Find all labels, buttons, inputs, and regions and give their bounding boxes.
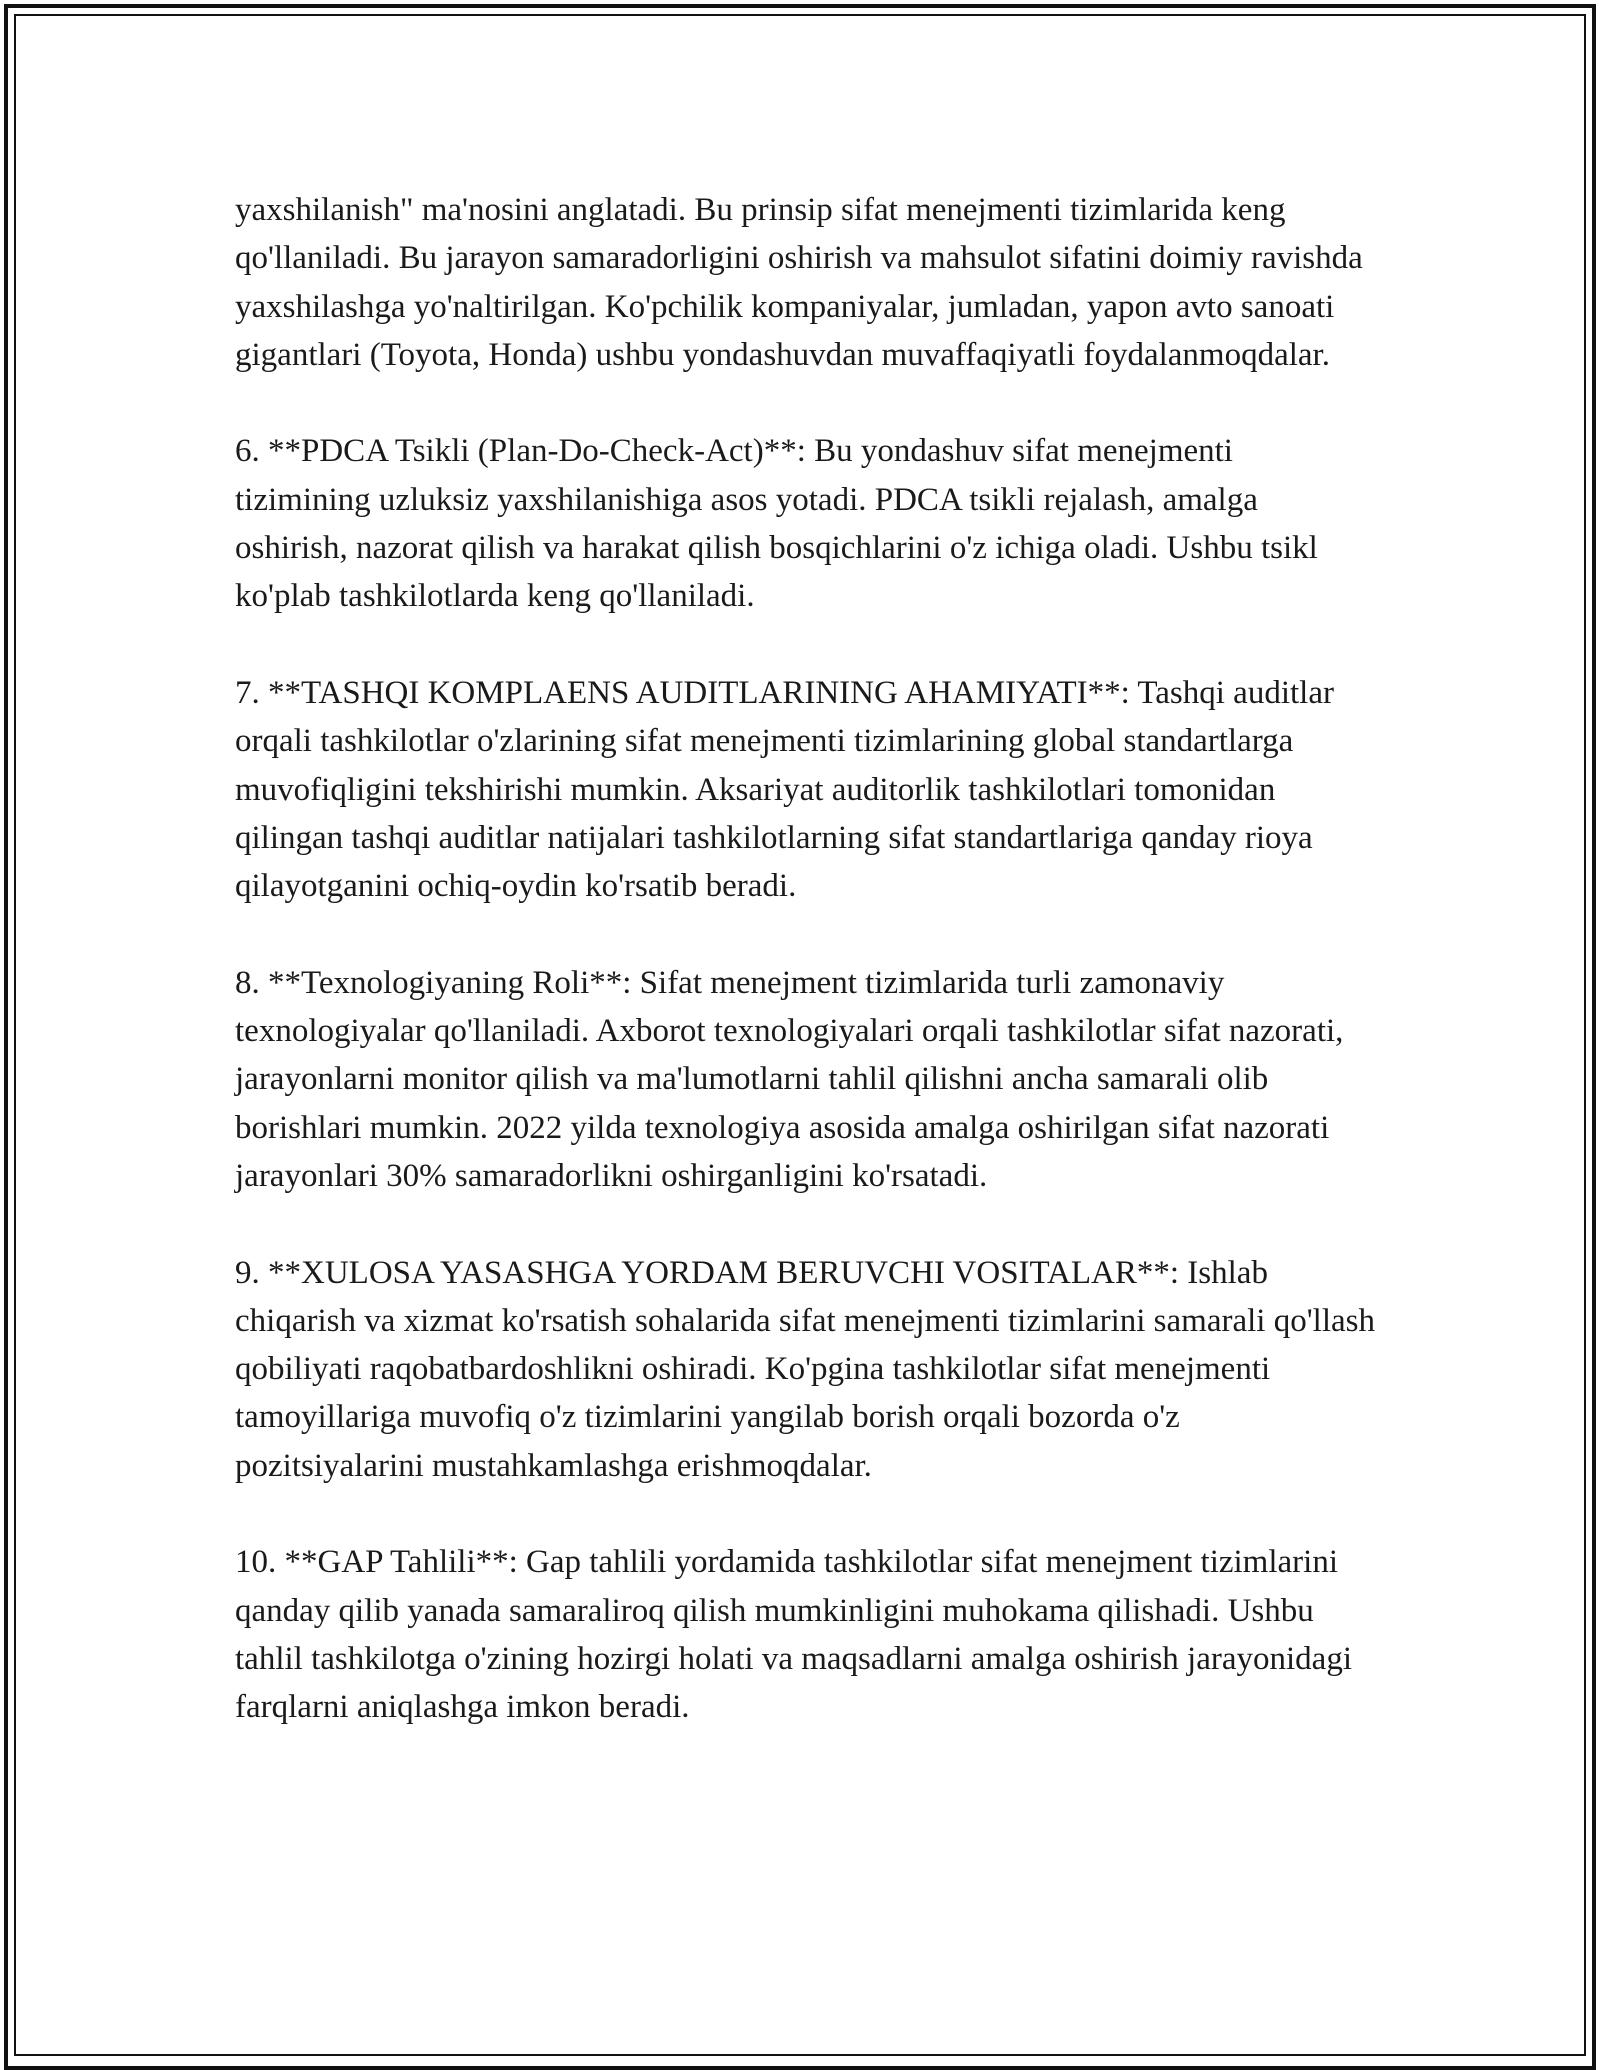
paragraph-external-audits: 7. **TASHQI KOMPLAENS AUDITLARINING AHAMIYATI**: Tashqi auditlar orqali tashkilotlar o'zlarining sifat menejmenti tizimlarining global standartlarga muvofiqligini tekshirishi mumkin. Aksariyat auditorlik tashkilotlari tomonidan qilingan tashqi auditlar natijalari tashkilotlarning sifat standartlariga qanday rioya qilayotganini ochiq-oydin ko'rsatib beradi. [235, 674, 1334, 905]
paragraph-pdca: 6. **PDCA Tsikli (Plan-Do-Check-Act)**: Bu yondashuv sifat menejmenti tizimining uzluksiz yaxshilanishiga asos yotadi. PDCA tsikli rejalash, amalga oshirish, nazorat qilish va harakat qilish bosqichlarini o'z ichiga oladi. Ushbu tsikl ko'plab tashkilotlarda keng qo'llaniladi. [235, 433, 1318, 615]
paragraph-conclusion-tools: 9. **XULOSA YASASHGA YORDAM BERUVCHI VOSITALAR**: Ishlab chiqarish va xizmat ko'rsatish sohalarida sifat menejmenti tizimlarini samarali qo'llash qobiliyati raqobatbardoshlikni oshiradi. Ko'pgina tashkilotlar sifat menejmenti tamoyillariga muvofiq o'z tizimlarini yangilab borish orqali bozorda o'z pozitsiyalarini mustahkamlashga erishmoqdalar. [235, 1254, 1375, 1484]
document-body [235, 186, 1375, 1732]
paragraph-continuation: yaxshilanish" ma'nosini anglatadi. Bu prinsip sifat menejmenti tizimlarida keng qo'llaniladi. Bu jarayon samaradorligini oshirish va mahsulot sifatini doimiy ravishda yaxshilashga yo'naltirilgan. Ko'pchilik kompaniyalar, jumladan, yapon avto sanoati gigantlari (Toyota, Honda) ushbu yondashuvdan muvaffaqiyatli foydalanmoqdalar. [235, 192, 1363, 373]
paragraph-technology-role: 8. **Texnologiyaning Roli**: Sifat menejment tizimlarida turli zamonaviy texnologiyalar qo'llaniladi. Axborot texnologiyalari orqali tashkilotlar sifat nazorati, jarayonlarni monitor qilish va ma'lumotlarni tahlil qilishni ancha samarali olib borishlari mumkin. 2022 yilda texnologiya asosida amalga oshirilgan sifat nazorati jarayonlari 30% samaradorlikni oshirganligini ko'rsatadi. [235, 964, 1344, 1194]
paragraph-gap-analysis: 10. **GAP Tahlili**: Gap tahlili yordamida tashkilotlar sifat menejment tizimlarini qanday qilib yanada samaraliroq qilish mumkinligini muhokama qilishadi. Ushbu tahlil tashkilotga o'zining hozirgi holati va maqsadlarni amalga oshirish jarayonidagi farqlarni aniqlashga imkon beradi. [235, 1544, 1352, 1726]
